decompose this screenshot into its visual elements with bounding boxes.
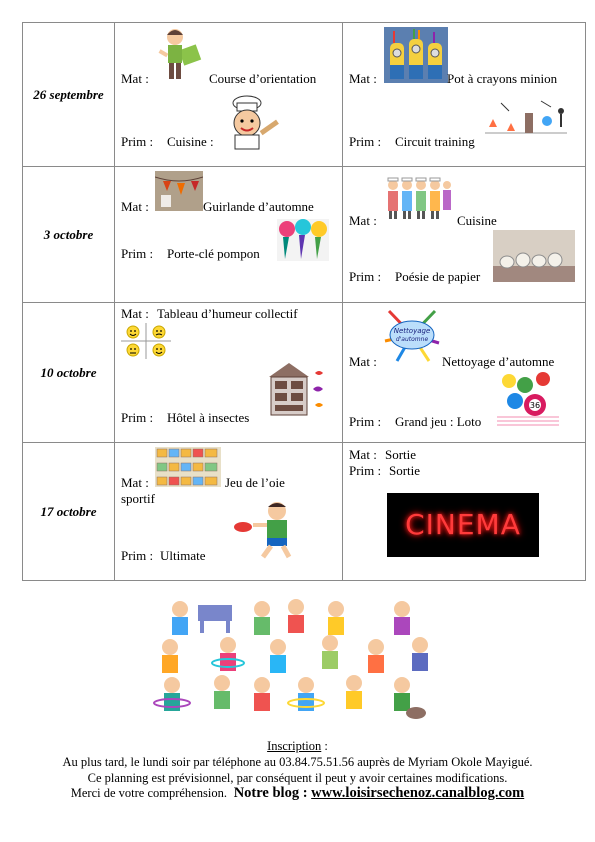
mat-prefix: Mat : [121,475,149,490]
svg-text:Nettoyage: Nettoyage [393,327,431,335]
paper-poetry-image [493,230,575,282]
table-row [23,303,586,443]
table-row [23,167,586,303]
prim-prefix: Prim : [349,269,382,284]
prim-activity: Poésie de papier [395,269,481,284]
planning-table [22,22,586,581]
mat-activity: Course d’orientation [209,71,317,86]
mat-prefix: Mat : [349,354,377,369]
mat-prefix: Mat : [349,447,377,462]
activity-cell-2 [343,303,586,443]
activity-cell-2 [343,443,586,581]
mood-board-image [121,323,171,359]
registration-info: Au plus tard, le lundi soir par téléphone au 03.84.75.51.56 auprès de Myriam Okole Mayigué. [62,755,533,769]
mat-activity: Nettoyage d’automne [442,354,555,369]
ultimate-frisbee-player-image [233,499,299,561]
prim-prefix: Prim : [121,548,154,563]
mat-activity: Guirlande d’automne [203,199,314,214]
mat-prefix: Mat : [349,71,377,86]
pompom-keychain-image [277,219,329,261]
mat-activity: Pot à crayons minion [447,71,558,86]
inscription-heading [0,738,595,754]
cinema-sign-image [387,493,539,557]
activity-cell [115,303,343,443]
date-label: 17 octobre [40,503,97,519]
prim-activity: Cuisine : [167,134,214,149]
mat-activity: Cuisine [457,213,497,228]
mat-activity: Jeu de l’oie [225,475,285,490]
activity-cell [115,167,343,303]
thanks-text: Merci de votre compréhension. [70,786,227,800]
circuit-training-image [481,97,571,139]
insect-hotel-image [265,361,327,417]
blog-link[interactable]: www.loisirsechenoz.canalblog.com [311,785,525,801]
orienteering-kid-image [153,27,203,85]
prim-activity: Sortie [389,463,421,478]
mat-activity: Tableau d’humeur collectif [157,306,298,321]
prim-prefix: Prim : [121,134,154,149]
loto-balls-image [497,371,559,427]
goose-game-board-image [155,447,221,487]
prim-activity: Porte-clé pompon [167,246,260,261]
mat-prefix: Mat : [121,71,149,86]
activity-cell [115,443,343,581]
chef-cooking-image [219,95,281,151]
mat-prefix: Mat : [349,213,377,228]
prim-activity: Ultimate [160,548,206,563]
mat-prefix: Mat : [121,306,149,321]
blog-label: Notre blog : [233,785,308,801]
kids-cooking-image [385,177,451,221]
prim-prefix: Prim : [349,414,382,429]
prim-prefix: Prim : [121,246,154,261]
mat-activity-line2: sportif [121,491,155,506]
prim-activity: Circuit training [395,134,475,149]
prim-prefix: Prim : [121,410,154,425]
date-label: 10 octobre [40,364,97,380]
activity-cell-2 [343,167,586,303]
activity-cell [115,23,343,167]
date-cell [23,303,115,443]
prim-activity: Grand jeu : Loto [395,414,482,429]
table-row [23,443,586,581]
autumn-cleaning-image [381,307,443,363]
inscription-label: Inscription [267,739,322,753]
minion-pencil-pots-image [384,27,448,83]
inscription-colon: : [321,739,328,753]
children-playing-illustration [150,595,442,723]
svg-text:36: 36 [529,401,541,410]
date-cell [23,23,115,167]
svg-text:d'automne: d'automne [395,336,429,343]
date-label: 3 octobre [43,226,94,242]
activity-cell-2 [343,23,586,167]
mat-prefix: Mat : [121,199,149,214]
autumn-garland-image [155,171,203,211]
prim-prefix: Prim : [349,134,382,149]
date-label: 26 septembre [33,86,104,102]
prim-activity: Hôtel à insectes [167,410,250,425]
date-cell [23,167,115,303]
mat-activity: Sortie [385,447,417,462]
table-row [23,23,586,167]
planning-notice: Ce planning est prévisionnel, par conséquent il peut y avoir certaines modifications. [87,771,508,785]
cinema-sign-text: CINEMA [405,508,521,541]
thanks-and-blog [0,785,595,801]
prim-prefix: Prim : [349,463,382,478]
date-cell [23,443,115,581]
